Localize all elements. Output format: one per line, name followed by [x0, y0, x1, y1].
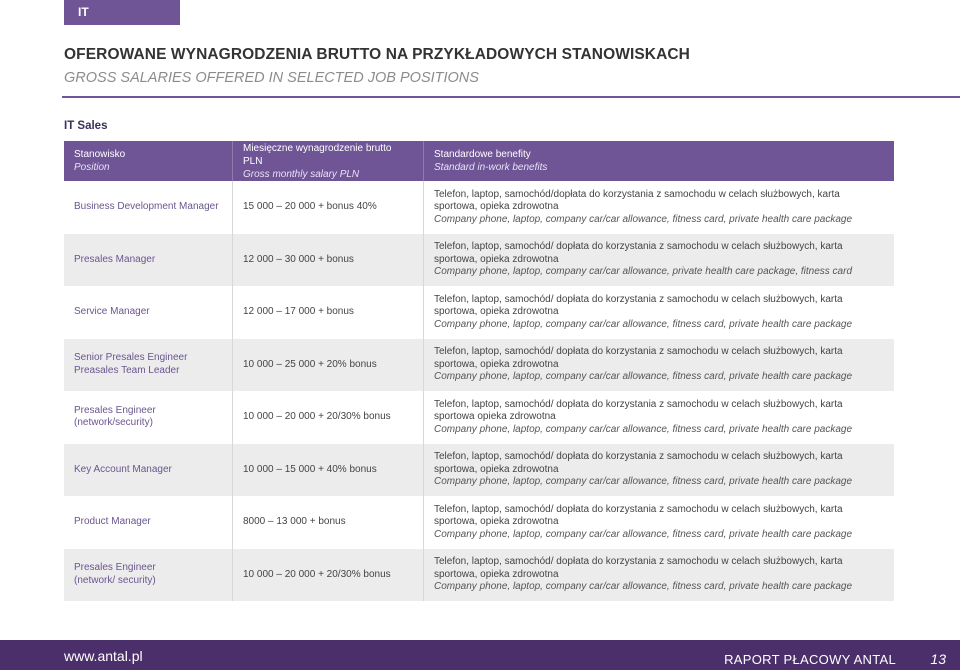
cell-benefits [424, 496, 895, 549]
cell-position [64, 181, 233, 234]
benefits-pl: Telefon, laptop, samochód/dopłata do korzystania z samochodu w celach służbowych, karta sportowa, opieka zdrowotna [434, 188, 840, 212]
position-line: (network/security) [74, 417, 153, 429]
cell-salary: 12 000 – 17 000 + bonus [233, 286, 424, 339]
position-line: Senior Presales Engineer [74, 352, 188, 364]
position-line: Presales Manager [74, 253, 156, 265]
cell-position [64, 496, 233, 549]
header-benefits [424, 141, 895, 181]
cell-benefits [424, 286, 895, 339]
cell-salary: 8000 – 13 000 + bonus [233, 496, 424, 549]
benefits-pl: Telefon, laptop, samochód/ dopłata do korzystania z samochodu w celach służbowych, karta sportowa, opieka zdrowotna [434, 346, 843, 370]
benefits-pl: Telefon, laptop, samochód/ dopłata do korzystania z samochodu w celach służbowych, karta sportowa, opieka zdrowotna [434, 241, 843, 265]
position-line: Key Account Manager [74, 463, 172, 475]
position-line: Preasales Team Leader [74, 364, 180, 376]
header-position-pl: Stanowisko [74, 149, 126, 160]
cell-salary: 10 000 – 25 000 + 20% bonus [233, 339, 424, 392]
benefits-pl: Telefon, laptop, samochód/ dopłata do korzystania z samochodu w celach służbowych, karta sportowa, opieka zdrowotna [434, 451, 843, 475]
header-position-en: Position [74, 162, 110, 173]
header-position [64, 141, 233, 181]
cell-salary: 10 000 – 15 000 + 40% bonus [233, 444, 424, 497]
cell-salary: 15 000 – 20 000 + bonus 40% [233, 181, 424, 234]
cell-position [64, 339, 233, 392]
page-number: 13 [930, 651, 946, 667]
cell-benefits [424, 391, 895, 444]
benefits-en: Company phone, laptop, company car/car allowance, fitness card, private health care package [434, 423, 853, 435]
position-line: Business Development Manager [74, 201, 219, 212]
cell-salary: 10 000 – 20 000 + 20/30% bonus [233, 391, 424, 444]
cell-position [64, 286, 233, 339]
footer-report-title: RAPORT PŁACOWY ANTAL [724, 652, 896, 667]
position-line: Presales Engineer [74, 562, 156, 574]
benefits-pl: Telefon, laptop, samochód/ dopłata do korzystania z samochodu w celach służbowych, karta sportowa, opieka zdrowotna [434, 293, 843, 317]
section-heading: IT Sales [64, 120, 108, 132]
benefits-en: Company phone, laptop, company car/car allowance, fitness card, private health care package [434, 318, 853, 330]
page-title: OFEROWANE WYNAGRODZENIA BRUTTO NA PRZYKŁADOWYCH STANOWISKACH [64, 46, 690, 63]
table-header-row [64, 141, 894, 181]
cell-benefits [424, 181, 895, 234]
position-line: (network/ security) [74, 574, 156, 586]
benefits-pl: Telefon, laptop, samochód/ dopłata do korzystania z samochodu w celach służbowych, karta sportowa, opieka zdrowotna [434, 556, 843, 580]
position-line: Presales Engineer [74, 404, 156, 416]
cell-position [64, 444, 233, 497]
table-row [64, 181, 894, 234]
table-row [64, 286, 894, 339]
benefits-en: Company phone, laptop, company car/car allowance, fitness card, private health care package [434, 476, 853, 487]
header-benefits-en: Standard in-work benefits [434, 162, 548, 173]
table-row [64, 339, 894, 392]
cell-position [64, 549, 233, 602]
cell-position [64, 234, 233, 287]
table-row [64, 496, 894, 549]
table-row [64, 444, 894, 497]
table-row [64, 391, 894, 444]
table-row [64, 234, 894, 287]
position-line: Service Manager [74, 306, 150, 317]
section-tab: IT [64, 0, 180, 25]
cell-benefits [424, 549, 895, 602]
page-subtitle: GROSS SALARIES OFFERED IN SELECTED JOB POSITIONS [64, 70, 479, 86]
cell-salary: 12 000 – 30 000 + bonus [233, 234, 424, 287]
header-benefits-pl: Standardowe benefity [434, 149, 531, 160]
table-row [64, 549, 894, 602]
title-divider [62, 96, 960, 98]
benefits-en: Company phone, laptop, company car/car allowance, fitness card, private health care package [434, 371, 853, 382]
cell-position [64, 391, 233, 444]
cell-benefits [424, 234, 895, 287]
benefits-en: Company phone, laptop, company car/car allowance, fitness card, private health care package [434, 581, 853, 592]
benefits-en: Company phone, laptop, company car/car allowance, private health care package, fitness card [434, 266, 853, 277]
cell-benefits [424, 444, 895, 497]
benefits-pl: Telefon, laptop, samochód/ dopłata do korzystania z samochodu w celach służbowych, karta sportowa opieka zdrowotna [434, 398, 843, 422]
header-salary-pl: Miesięczne wynagrodzenie brutto PLN [243, 142, 392, 167]
header-salary-en: Gross monthly salary PLN [243, 168, 360, 180]
benefits-pl: Telefon, laptop, samochód/ dopłata do korzystania z samochodu w celach służbowych, karta sportowa, opieka zdrowotna [434, 503, 843, 527]
position-line: Product Manager [74, 516, 151, 527]
page-footer [0, 640, 960, 670]
cell-benefits [424, 339, 895, 392]
salary-table [64, 141, 894, 601]
header-salary [233, 141, 424, 181]
benefits-en: Company phone, laptop, company car/car allowance, fitness card, private health care package [434, 213, 853, 225]
benefits-en: Company phone, laptop, company car/car allowance, fitness card, private health care package [434, 528, 853, 540]
cell-salary: 10 000 – 20 000 + 20/30% bonus [233, 549, 424, 602]
footer-url[interactable]: www.antal.pl [64, 648, 143, 664]
